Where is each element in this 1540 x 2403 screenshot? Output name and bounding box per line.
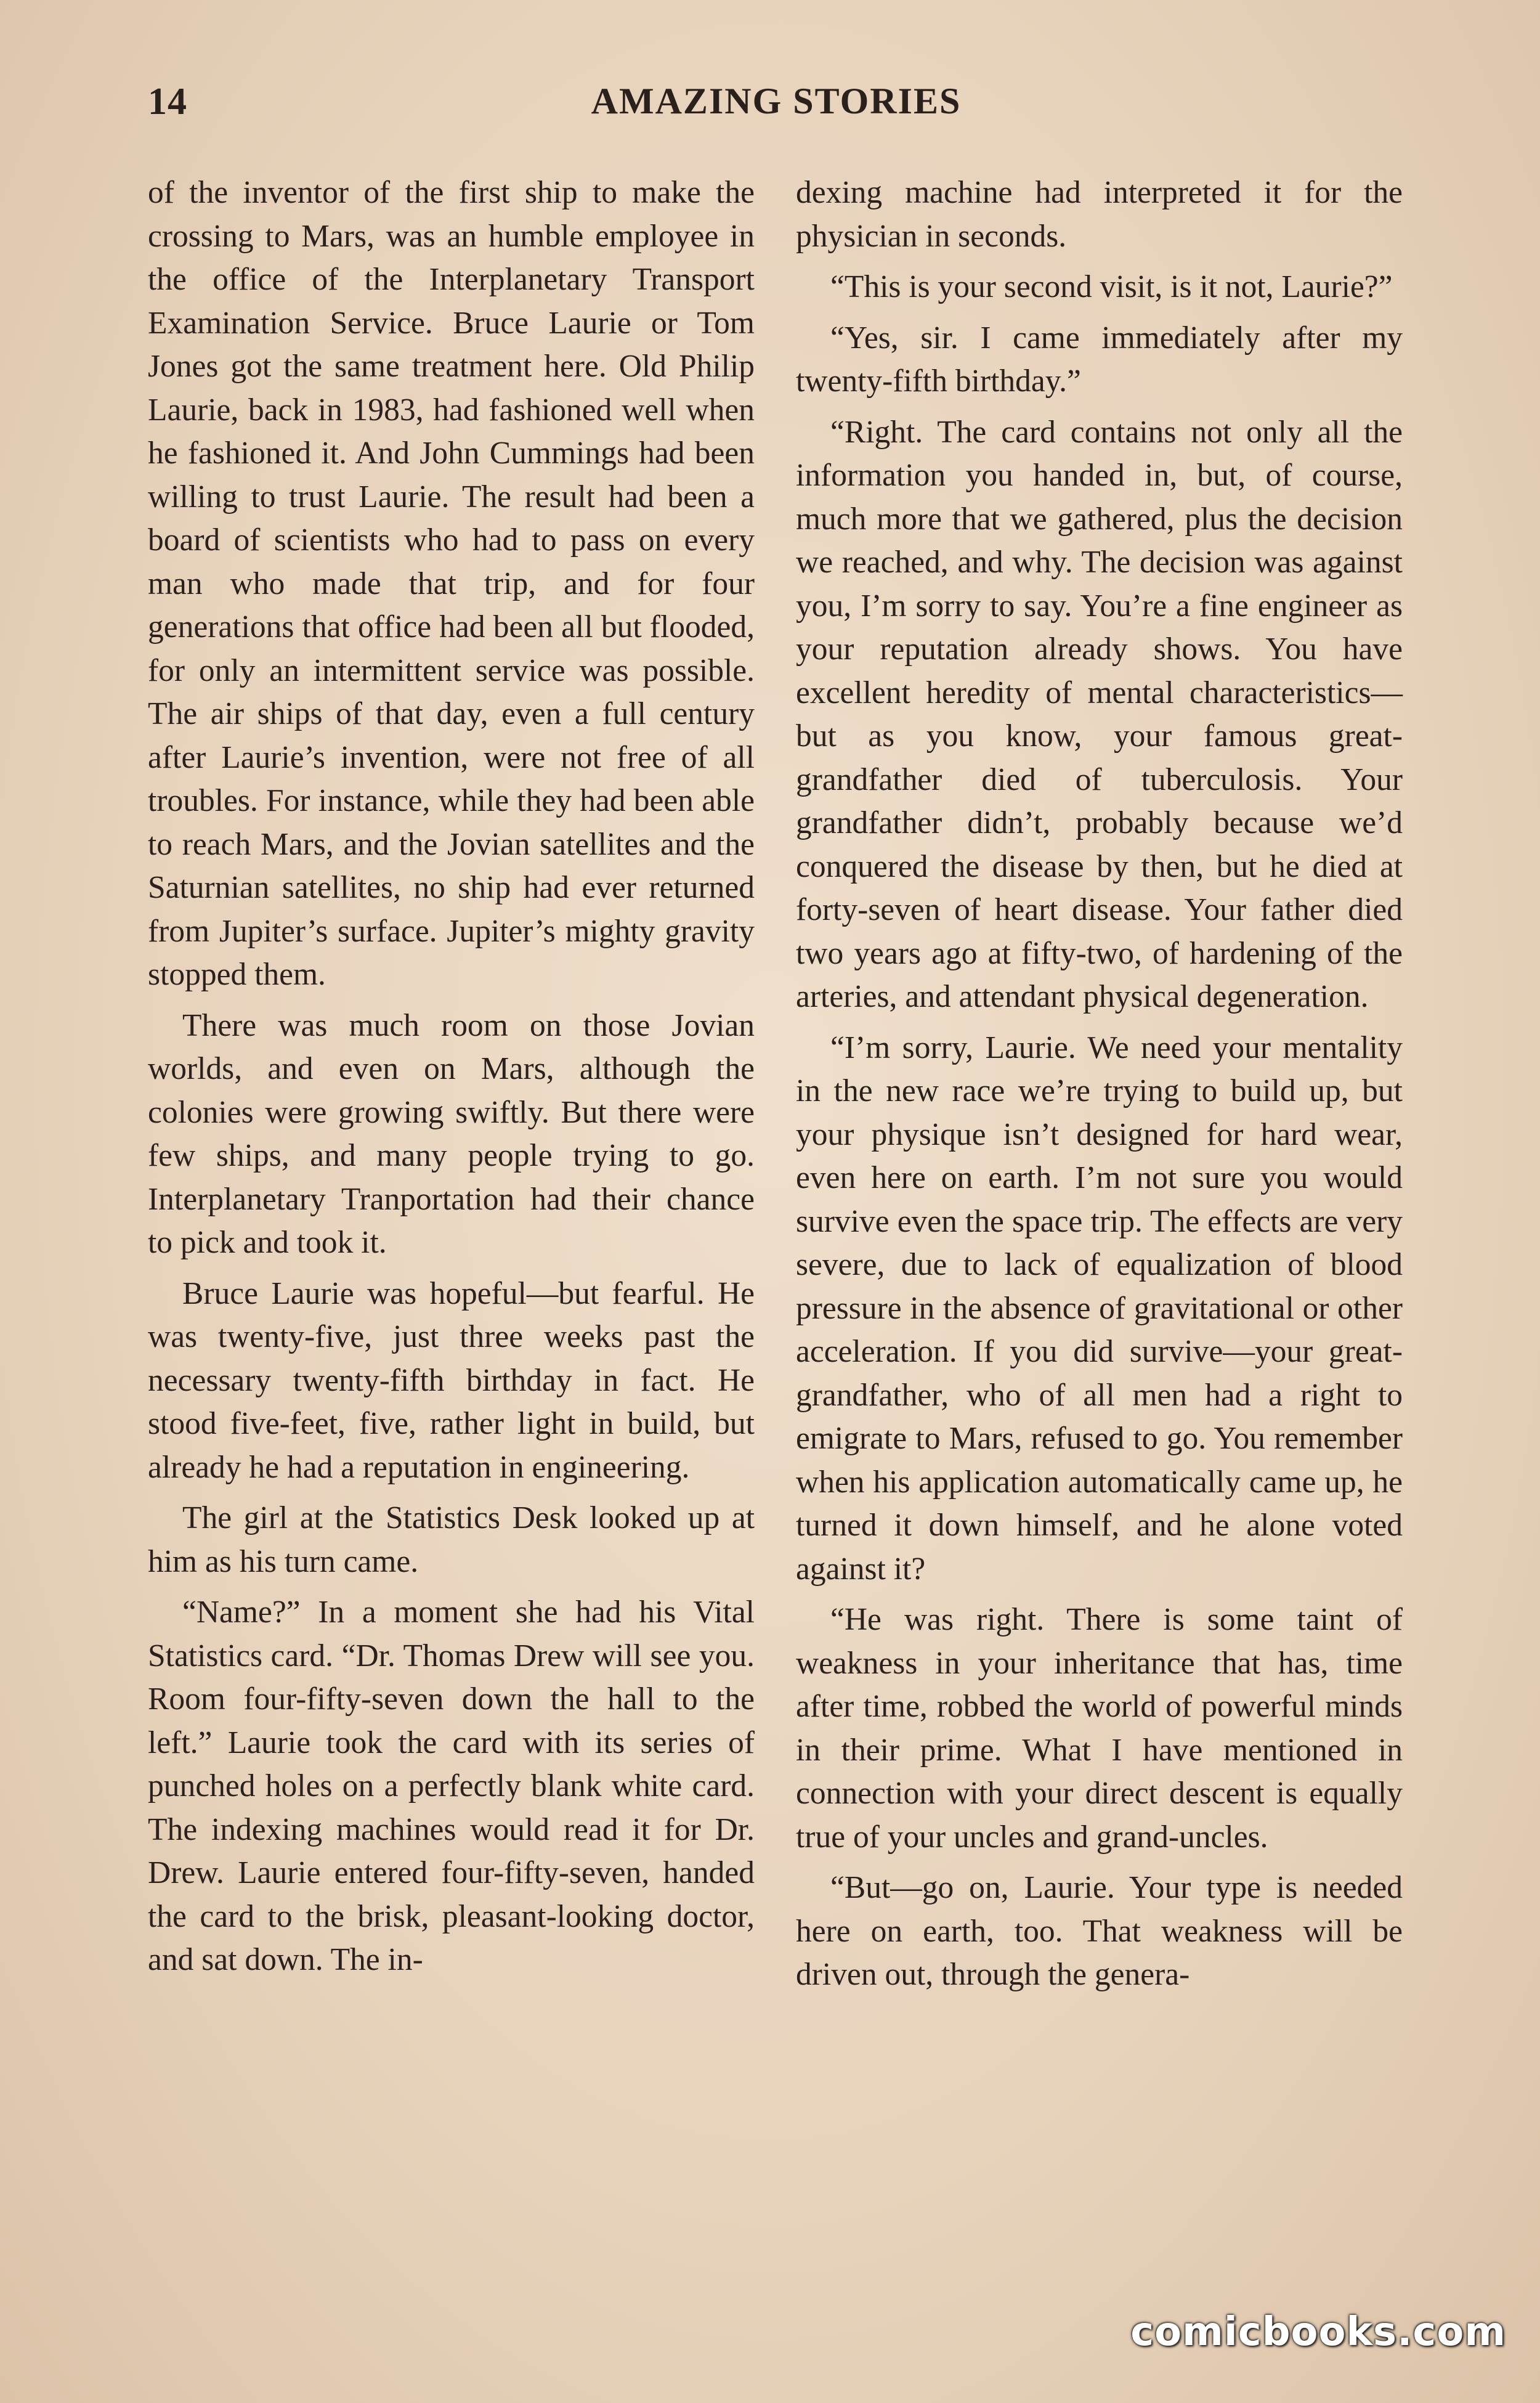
paragraph: “Yes, sir. I came immediately after my twenty-fifth birthday.” (796, 320, 1403, 399)
left-column (148, 171, 755, 1990)
paragraph: Bruce Laurie was hopeful—but fearful. He was twenty-five, just three weeks past the necessary twenty-fifth birthday in fact. He stood five-feet, five, rather light in build, but already he had a reputation in engineering. (148, 1275, 755, 1485)
running-head: AMAZING STORIES (591, 81, 962, 121)
paragraph: “Right. The card contains not only all the information you handed in, but, of course, much more that we gathered, plus the decision we reached, and why. The decision was against you, I’m sorry to say. You’re a fine engineer as your reputation already shows. You have excellent heredity of mental characteristics—but as you know, your famous great-grandfather died of tuberculosis. Your grandfather didn’t, probably because we’d conquered the disease by then, but he died at forty-seven of heart disease. Your father died two years ago at fifty-two, of hardening of the arteries, and attendant physical degeneration. (796, 414, 1403, 1014)
paragraph: of the inventor of the first ship to make the crossing to Mars, was an humble employee in the office of the Interplanetary Transport Examination Service. Bruce Laurie or Tom Jones got the same treatment here. Old Philip Laurie, back in 1983, had fashioned well when he fashioned it. And John Cummings had been willing to trust Laurie. The result had been a board of scientists who had to pass on every man who made that trip, and for four generations that office had been all but flooded, for only an intermittent service was possible. The air ships of that day, even a full century after Laurie’s invention, were not free of all troubles. For instance, while they had been able to reach Mars, and the Jovian satellites and the Saturnian satellites, no ship had ever returned from Jupiter’s surface. Jupiter’s mighty gravity stopped them. (148, 175, 755, 992)
paragraph: There was much room on those Jovian worlds, and even on Mars, although the colonies were growing swiftly. But there were few ships, and many people trying to go. Interplanetary Tranportation had their chance to pick and took it. (148, 1007, 755, 1260)
paragraph: The girl at the Statistics Desk looked up at him as his turn came. (148, 1500, 755, 1579)
right-column (796, 171, 1403, 2004)
paragraph: “I’m sorry, Laurie. We need your mentality in the new race we’re trying to build up, but your physique isn’t designed for hard wear, even here on earth. I’m not sure you would survive even the space trip. The effects are very severe, due to lack of equalization of blood pressure in the absence of gravitational or other acceleration. If you did survive—your great-grandfather, who of all men had a right to emigrate to Mars, refused to go. You remember when his application automatically came up, he turned it down himself, and he alone voted against it? (796, 1030, 1403, 1587)
paragraph: “But—go on, Laurie. Your type is needed here on earth, too. That weakness will be driven out, through the genera- (796, 1870, 1403, 1992)
watermark: comicbooks.com (1130, 2309, 1506, 2355)
paragraph: “This is your second visit, is it not, Laurie?” (830, 269, 1393, 304)
paragraph: “Name?” In a moment she had his Vital Statistics card. “Dr. Thomas Drew will see you. Room four-fifty-seven down the hall to the left.” Laurie took the card with its series of punched holes on a perfectly blank white card. The indexing machines would read it for Dr. Drew. Laurie entered four-fifty-seven, handed the card to the brisk, pleasant-looking doctor, and sat down. The in- (148, 1595, 755, 1977)
page-header (148, 80, 1404, 136)
paragraph: dexing machine had interpreted it for the physician in seconds. (796, 175, 1403, 254)
page-number: 14 (148, 81, 187, 123)
paragraph: “He was right. There is some taint of weakness in your inheritance that has, time after time, robbed the world of powerful minds in their prime. What I have mentioned in connection with your direct descent is equally true of your uncles and grand-uncles. (796, 1602, 1403, 1855)
